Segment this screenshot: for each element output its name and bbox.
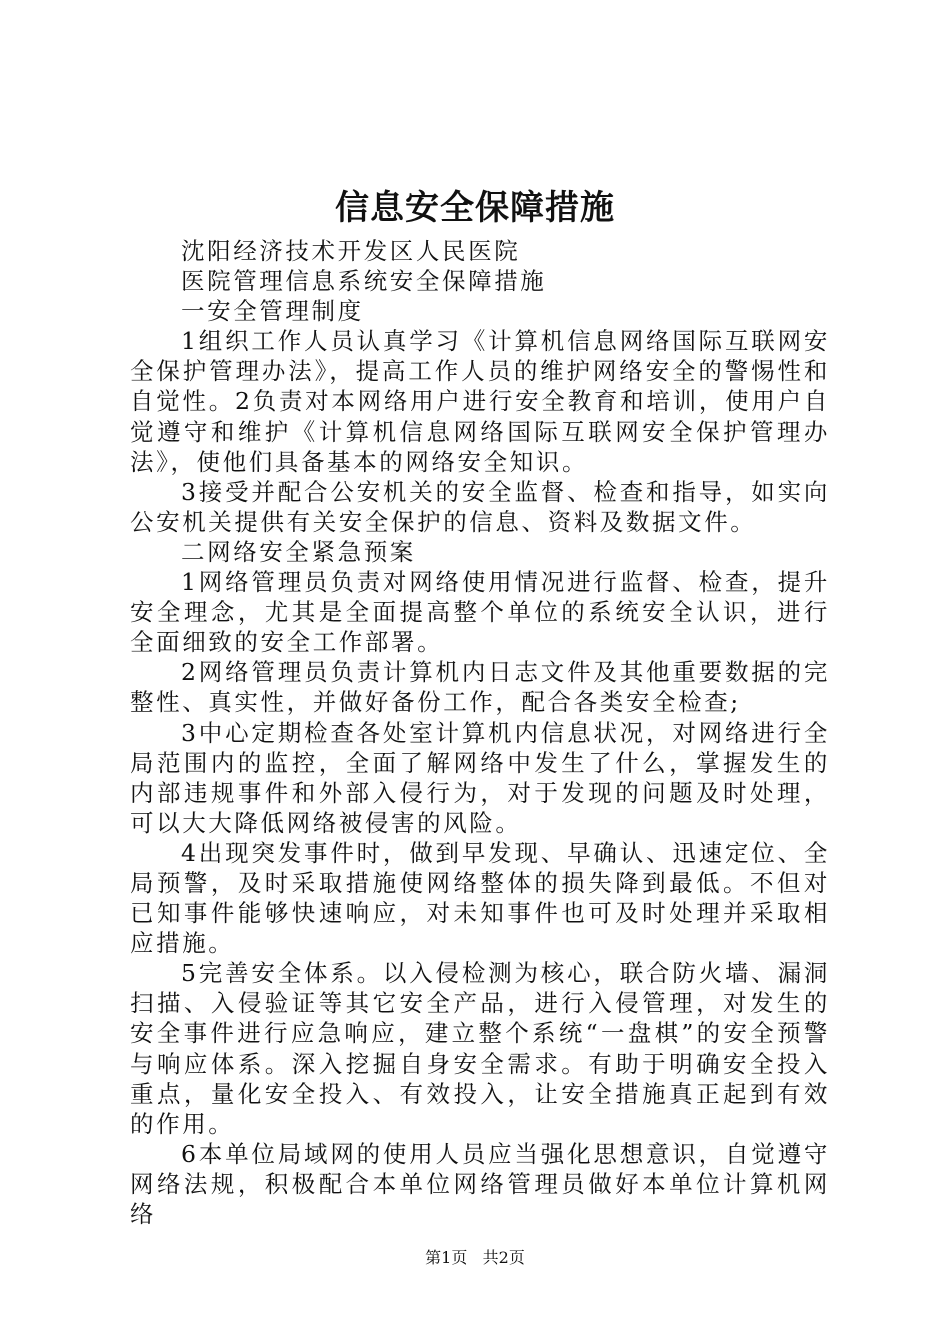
page-footer [0,1247,950,1269]
paragraph: 3接受并配合公安机关的安全监督、检查和指导，如实向公安机关提供有关安全保护的信息、资料及数据文件。 [130,477,830,536]
paragraph: 1网络管理员负责对网络使用情况进行监督、检查，提升安全理念，尤其是全面提高整个单位的系统安全认识，进行全面细致的安全工作部署。 [130,568,830,657]
document-body [130,236,830,1229]
paragraph-subtitle: 医院管理信息系统安全保障措施 [181,267,547,296]
paragraph: 6本单位局域网的使用人员应当强化思想意识，自觉遵守网络法规，积极配合本单位网络管理员做好本单位计算机网络 [130,1139,830,1228]
page-number: 第1页 [425,1248,468,1267]
paragraph: 3中心定期检查各处室计算机内信息状况，对网络进行全局范围内的监控，全面了解网络中发生了什么，掌握发生的内部违规事件和外部入侵行为，对于发现的问题及时处理，可以大大降低网络被侵害的风险。 [130,718,830,837]
paragraph: 4出现突发事件时，做到早发现、早确认、迅速定位、全局预警，及时采取措施使网络整体的损失降到最低。不但对已知事件能够快速响应，对未知事件也可及时处理并采取相应措施。 [130,838,830,958]
section-heading-management: 一安全管理制度 [181,297,364,326]
paragraph-hospital-name: 沈阳经济技术开发区人民医院 [181,237,521,265]
paragraph: 2网络管理员负责计算机内日志文件及其他重要数据的完整性、真实性，并做好备份工作，配合各类安全检查; [130,658,830,717]
paragraph: 1组织工作人员认真学习《计算机信息网络国际互联网安全保护管理办法》，提高工作人员的维护网络安全的警惕性和自觉性。2负责对本网络用户进行安全教育和培训，使用户自觉遵守和维护《计算机信息网络国际互联网安全保护管理办法》，使他们具备基本的网络安全知识。 [130,327,830,476]
page-total: 共2页 [482,1248,525,1267]
document-title: 信息安全保障措施 [335,188,615,228]
section-heading-emergency: 二网络安全紧急预案 [181,537,416,566]
paragraph: 5完善安全体系。以入侵检测为核心，联合防火墙、漏洞扫描、入侵验证等其它安全产品，进行入侵管理，对发生的安全事件进行应急响应，建立整个系统“一盘棋”的安全预警与响应体系。深入挖掘自身安全需求。有助于明确安全投入重点，量化安全投入、有效投入，让安全措施真正起到有效的作用。 [130,959,830,1138]
